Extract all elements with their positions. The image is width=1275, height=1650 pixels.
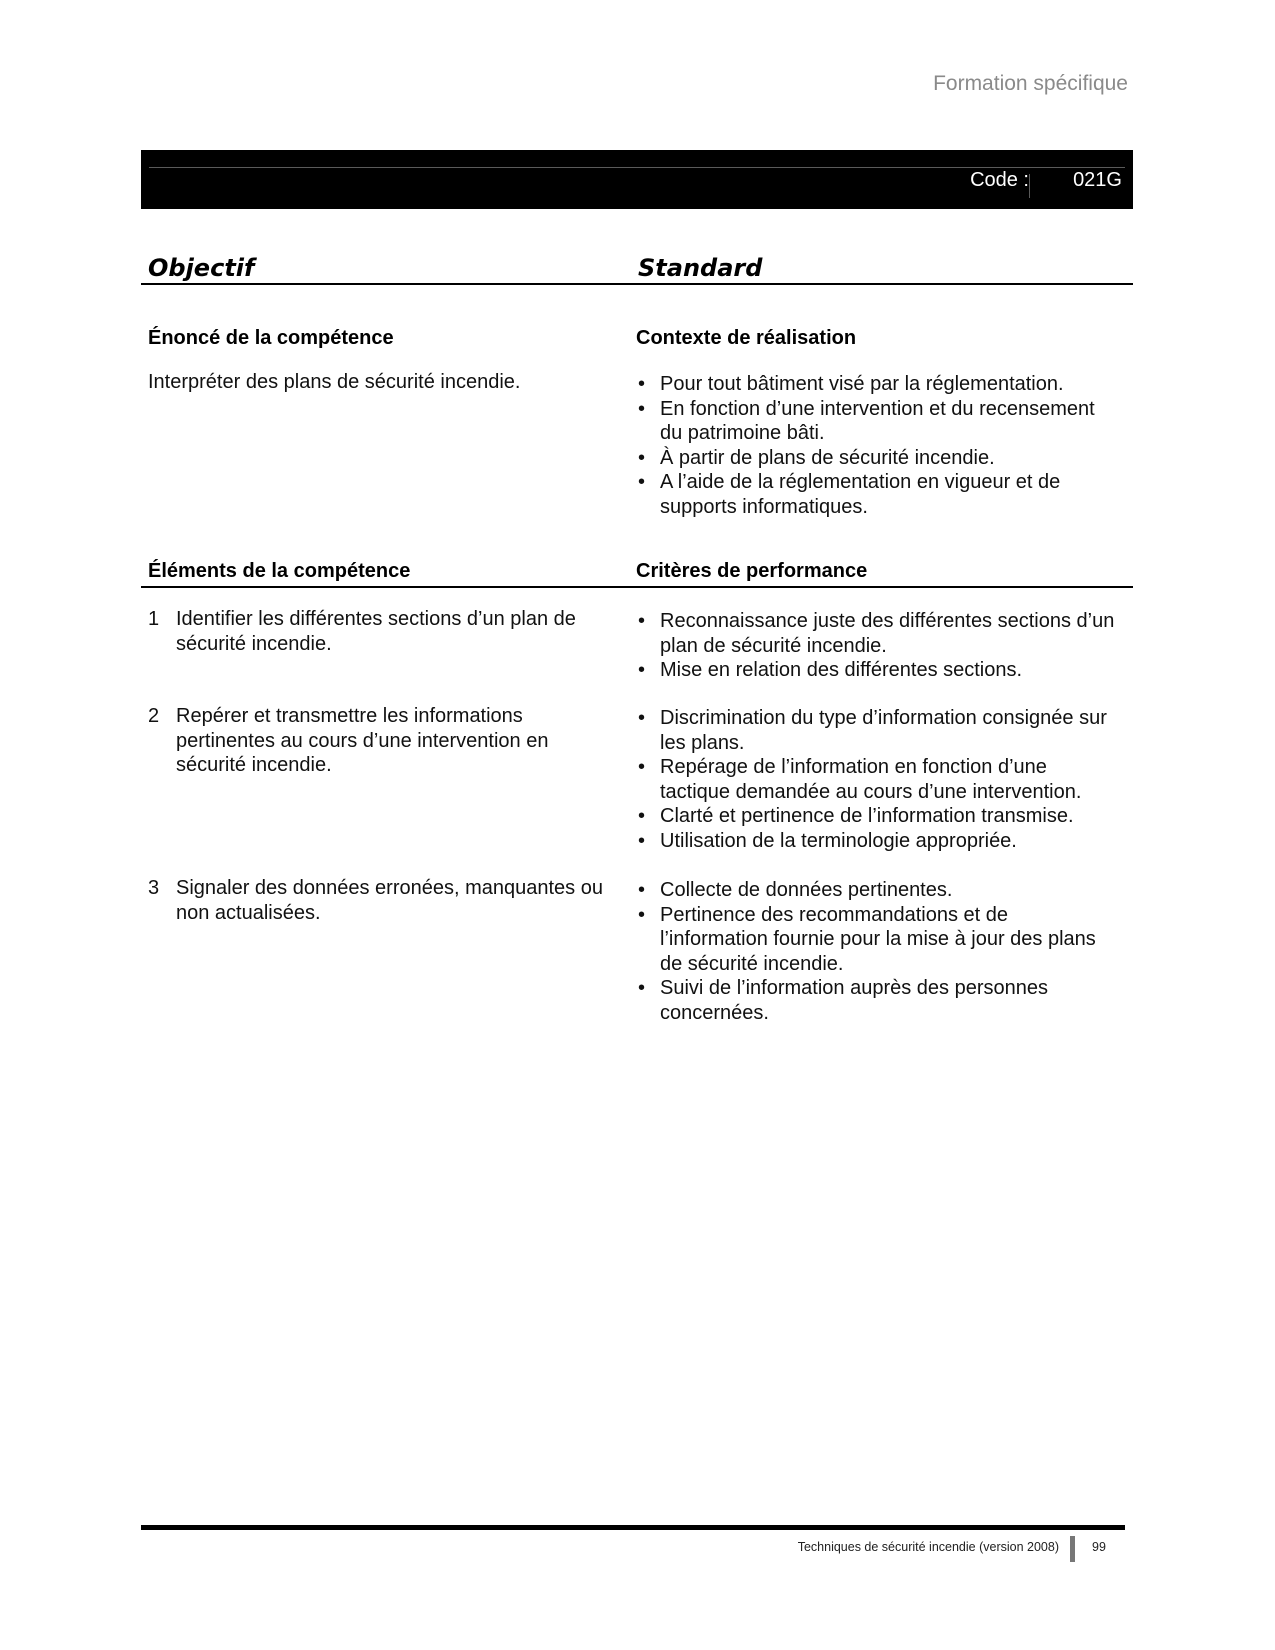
list-item: • Discrimination du type d’information consignée sur les plans. [636, 706, 1116, 755]
objectif-title: Objectif [148, 254, 255, 282]
criteres-group [636, 609, 1116, 683]
element-number: 1 [148, 608, 160, 630]
code-bar [141, 150, 1133, 209]
list-item: • À partir de plans de sécurité incendie. [636, 446, 1116, 471]
criteres-group [636, 706, 1116, 853]
code-bar-separator [1029, 174, 1030, 198]
elements-rule [141, 586, 1133, 588]
elements-heading: Éléments de la compétence [148, 560, 411, 582]
list-item: • Reconnaissance juste des différentes sections d’un plan de sécurité incendie. [636, 609, 1116, 658]
list-item: • En fonction d’une intervention et du recensement du patrimoine bâti. [636, 397, 1116, 446]
criteres-group [636, 878, 1116, 1025]
list-item: • A l’aide de la réglementation en vigueur et de supports informatiques. [636, 470, 1116, 519]
footer-rule [141, 1525, 1125, 1530]
list-item: • Collecte de données pertinentes. [636, 878, 1116, 903]
page-number: 99 [1092, 1540, 1106, 1554]
list-item: • Pour tout bâtiment visé par la réglementation. [636, 372, 1116, 397]
contexte-list [636, 372, 1116, 519]
list-item: • Clarté et pertinence de l’information transmise. [636, 804, 1116, 829]
running-header: Formation spécifique [933, 72, 1128, 95]
footer-document-title: Techniques de sécurité incendie (version 2008) [797, 1540, 1059, 1554]
footer-separator [1070, 1536, 1075, 1562]
element-text: Signaler des données erronées, manquantes ou non actualisées. [176, 877, 603, 924]
criteres-heading: Critères de performance [636, 560, 868, 582]
contexte-heading: Contexte de réalisation [636, 327, 857, 349]
list-item: • Utilisation de la terminologie appropriée. [636, 829, 1116, 854]
title-rule [141, 283, 1133, 285]
element-text: Identifier les différentes sections d’un plan de sécurité incendie. [176, 608, 576, 655]
enonce-text: Interpréter des plans de sécurité incendie. [148, 371, 521, 393]
code-value: 021G [1073, 169, 1122, 191]
code-bar-rule [149, 167, 1125, 168]
list-item: • Repérage de l’information en fonction d’une tactique demandée au cours d’une intervention. [636, 755, 1116, 804]
enonce-heading: Énoncé de la compétence [148, 327, 394, 349]
list-item: • Pertinence des recommandations et de l’information fournie pour la mise à jour des plans de sécurité incendie. [636, 903, 1116, 977]
list-item: • Mise en relation des différentes sections. [636, 658, 1116, 683]
element-text: Repérer et transmettre les informations pertinentes au cours d’une intervention en sécurité incendie. [176, 705, 549, 776]
element-number: 2 [148, 705, 160, 727]
standard-title: Standard [638, 254, 763, 282]
code-label: Code : [970, 169, 1029, 191]
element-number: 3 [148, 877, 160, 899]
list-item: • Suivi de l’information auprès des personnes concernées. [636, 976, 1116, 1025]
